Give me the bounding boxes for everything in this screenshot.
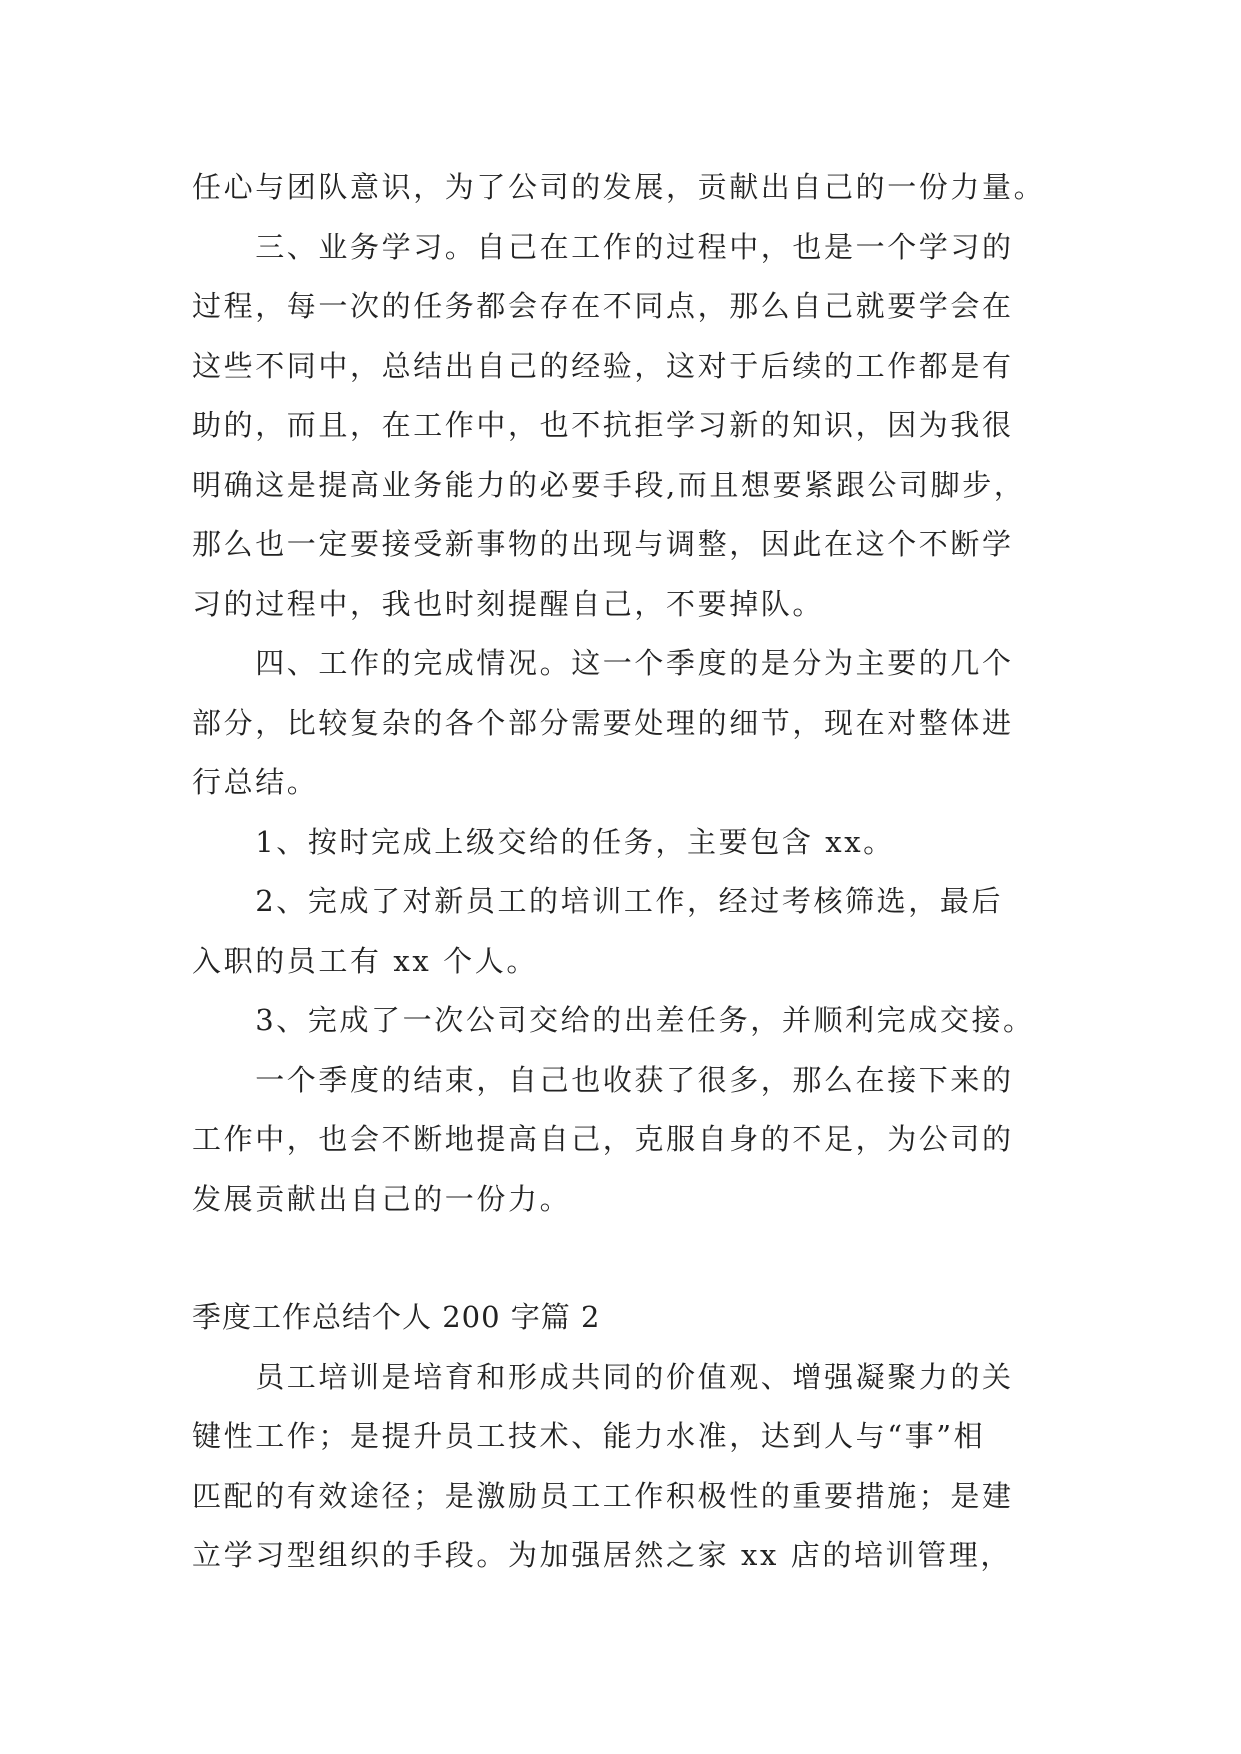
text-line: 键性工作；是提升员工技术、能力水准，达到人与“事”相	[192, 1419, 986, 1453]
text-line: 任心与团队意识，为了公司的发展，贡献出自己的一份力量。	[192, 170, 1046, 204]
text-line: 立学习型组织的手段。为加强居然之家 xx 店的培训管理，	[192, 1538, 1012, 1572]
text-line: 四、工作的完成情况。这一个季度的是分为主要的几个	[192, 646, 1014, 680]
text-line: 助的，而且，在工作中，也不抗拒学习新的知识，因为我很	[192, 408, 1014, 442]
text-line: 2、完成了对新员工的培训工作，经过考核筛选，最后	[192, 884, 1004, 918]
text-line: 部分，比较复杂的各个部分需要处理的细节，现在对整体进	[192, 705, 1014, 740]
text-line: 工作中，也会不断地提高自己，克服自身的不足，为公司的	[192, 1122, 1014, 1156]
text-line: 入职的员工有 xx 个人。	[192, 943, 538, 978]
text-line: 一个季度的结束，自己也收获了很多，那么在接下来的	[192, 1062, 1014, 1097]
document-body	[192, 158, 1064, 1586]
section-heading: 季度工作总结个人 200 字篇 2	[192, 1300, 601, 1334]
section-spacer	[192, 1229, 1064, 1288]
text-line: 行总结。	[192, 765, 319, 799]
text-line: 匹配的有效途径；是激励员工工作积极性的重要措施；是建	[192, 1478, 1014, 1513]
text-line: 3、完成了一次公司交给的出差任务，并顺利完成交接。	[192, 1003, 1035, 1037]
text-line: 员工培训是培育和形成共同的价值观、增强凝聚力的关	[192, 1359, 1014, 1394]
text-line: 发展贡献出自己的一份力。	[192, 1181, 572, 1216]
text-line: 那么也一定要接受新事物的出现与调整，因此在这个不断学	[192, 527, 1014, 561]
text-line: 这些不同中，总结出自己的经验，这对于后续的工作都是有	[192, 348, 1014, 383]
text-line: 三、业务学习。自己在工作的过程中，也是一个学习的	[192, 229, 1014, 264]
text-line: 1、按时完成上级交给的任务，主要包含 xx。	[192, 824, 895, 859]
text-line: 过程，每一次的任务都会存在不同点，那么自己就要学会在	[192, 289, 1014, 323]
text-line: 习的过程中，我也时刻提醒自己，不要掉队。	[192, 586, 825, 621]
text-line: 明确这是提高业务能力的必要手段,而且想要紧跟公司脚步，	[192, 467, 1026, 502]
